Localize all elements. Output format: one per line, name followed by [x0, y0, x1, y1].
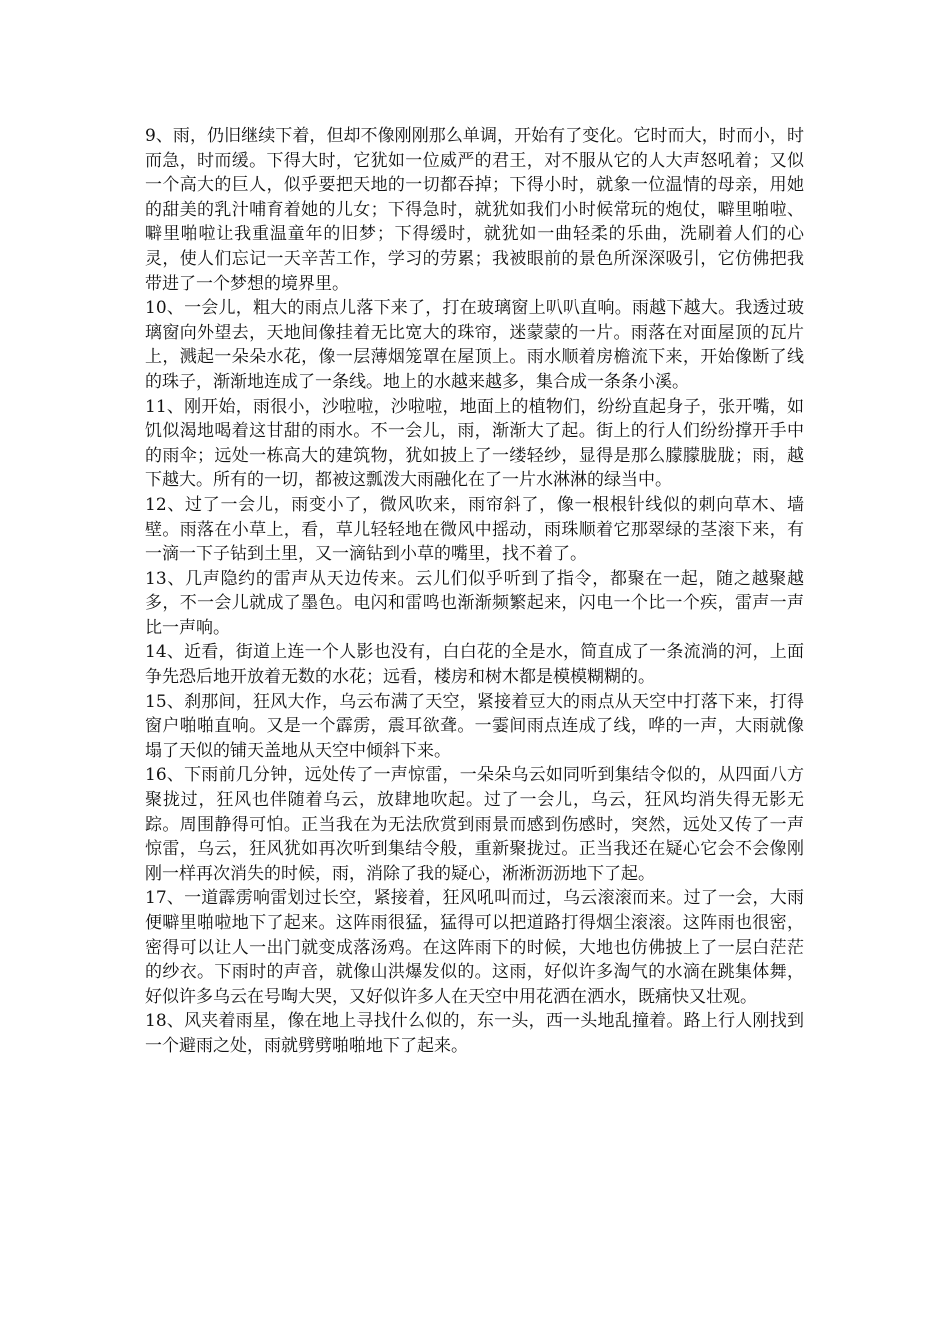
paragraph-18: 18、风夹着雨星，像在地上寻找什么似的，东一头，西一头地乱撞着。路上行人刚找到一个避雨之处，雨就劈劈啪啪地下了起来。: [145, 1011, 804, 1056]
paragraph-17: 17、一道霹雳响雷划过长空，紧接着，狂风吼叫而过，乌云滚滚而来。过了一会，大雨便噼里啪啦地下了起来。这阵雨很猛，猛得可以把道路打得烟尘滚滚。这阵雨也很密，密得可以让人一出门就变成落汤鸡。在这阵雨下的时候，大地也仿佛披上了一层白茫茫的纱衣。下雨时的声音，就像山洪爆发似的。这雨，好似许多淘气的水滴在跳集体舞，好似许多乌云在号啕大哭，又好似许多人在天空中用花洒在洒水，既痛快又壮观。: [145, 888, 804, 1007]
paragraph-12: 12、过了一会儿，雨变小了，微风吹来，雨帘斜了，像一根根针线似的刺向草木、墙壁。雨落在小草上，看，草儿轻轻地在微风中摇动，雨珠顺着它那翠绿的茎滚下来，有一滴一下子钻到土里，又一滴钻到小草的嘴里，找不着了。: [145, 494, 804, 565]
paragraph-13: 13、几声隐约的雷声从天边传来。云儿们似乎听到了指令，都聚在一起，随之越聚越多，不一会儿就成了墨色。电闪和雷鸣也渐渐频繁起来，闪电一个比一个疾，雷声一声比一声响。: [145, 568, 804, 638]
paragraph-15: 15、刹那间，狂风大作，乌云布满了天空，紧接着豆大的雨点从天空中打落下来，打得窗户啪啪直响。又是一个霹雳，震耳欲聋。一霎间雨点连成了线，哗的一声，大雨就像塌了天似的铺天盖地从天空中倾斜下来。: [145, 691, 804, 761]
paragraph-11: 11、刚开始，雨很小，沙啦啦，沙啦啦，地面上的植物们，纷纷直起身子，张开嘴，如饥似渴地喝着这甘甜的雨水。不一会儿，雨，渐渐大了起。街上的行人们纷纷撑开手中的雨伞；远处一栋高大的建筑物，犹如披上了一缕轻纱，显得是那么朦朦胧胧；雨，越下越大。所有的一切，都被这瓢泼大雨融化在了一片水淋淋的绿当中。: [145, 396, 804, 491]
paragraph-9: 9、雨，仍旧继续下着，但却不像刚刚那么单调，开始有了变化。它时而大，时而小，时而急，时而缓。下得大时，它犹如一位威严的君王，对不服从它的人大声怒吼着；又似一个高大的巨人，似乎要把天地的一切都吞掉；下得小时，就象一位温情的母亲，用她的甜美的乳汁哺育着她的儿女；下得急时，就犹如我们小时候常玩的炮仗，噼里啪啦、噼里啪啦让我重温童年的旧梦；下得缓时，就犹如一曲轻柔的乐曲，洗刷着人们的心灵，使人们忘记一天辛苦工作，学习的劳累；我被眼前的景色所深深吸引，它仿佛把我带进了一个梦想的境界里。: [145, 126, 804, 294]
paragraph-14: 14、近看，街道上连一个人影也没有，白白花的全是水，简直成了一条流淌的河，上面争先恐后地开放着无数的水花；远看，楼房和树木都是模模糊糊的。: [145, 642, 804, 688]
paragraph-10: 10、一会儿，粗大的雨点儿落下来了，打在玻璃窗上叭叭直响。雨越下越大。我透过玻璃窗向外望去，天地间像挂着无比宽大的珠帘，迷蒙蒙的一片。雨落在对面屋顶的瓦片上，溅起一朵朵水花，像一层薄烟笼罩在屋顶上。雨水顺着房檐流下来，开始像断了线的珠子，渐渐地连成了一条线。地上的水越来越多，集合成一条条小溪。: [145, 298, 804, 392]
paragraph-16: 16、下雨前几分钟，远处传了一声惊雷，一朵朵乌云如同听到集结令似的，从四面八方聚拢过，狂风也伴随着乌云，放肆地吹起。过了一会儿，乌云，狂风均消失得无影无踪。周围静得可怕。正当我在为无法欣赏到雨景而感到伤感时，突然，远处又传了一声惊雷，乌云，狂风犹如再次听到集结令般，重新聚拢过。正当我还在疑心它会不会像刚刚一样再次消失的时候，雨，消除了我的疑心，淅淅沥沥地下了起。: [145, 765, 804, 884]
document-body: [145, 124, 804, 1059]
